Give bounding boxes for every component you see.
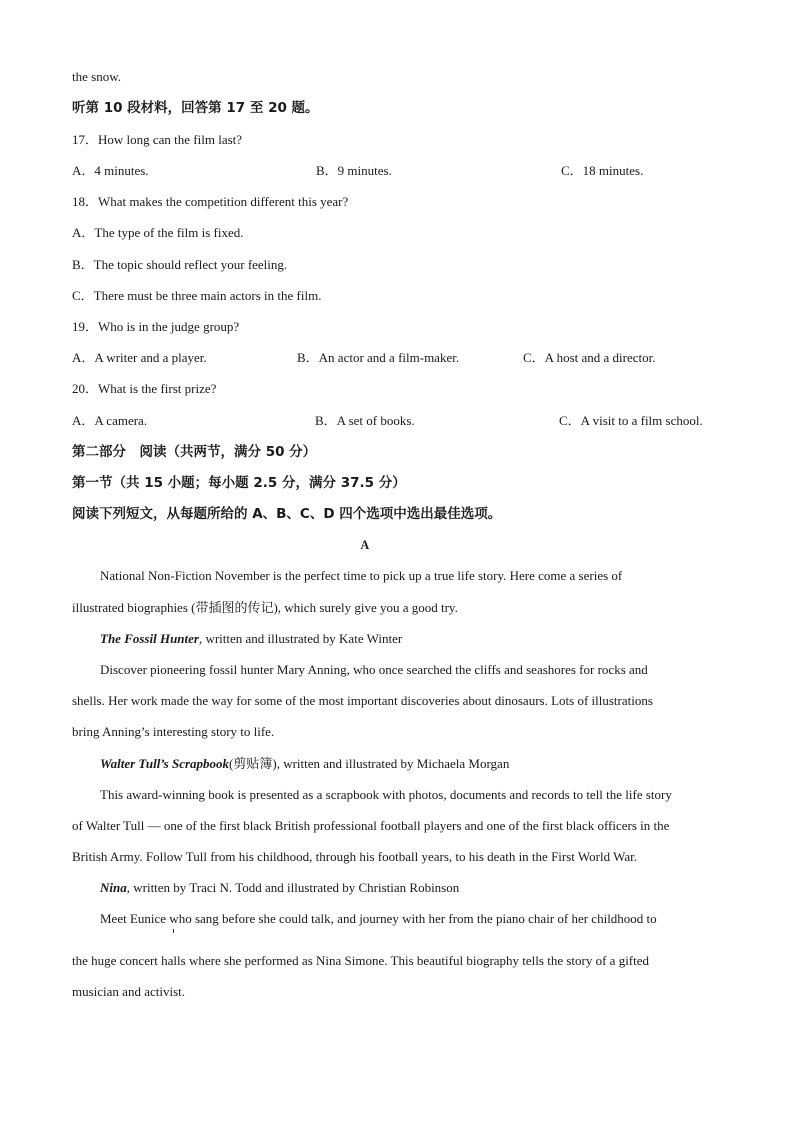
paragraph-line: This award-winning book is presented as a scrapbook with photos, documents and records to tell the life story [100, 787, 672, 802]
book-1-heading [100, 631, 402, 647]
paragraph-line: bring Anning’s interesting story to life. [72, 724, 275, 739]
option-19-a: A．A writer and a player. [72, 350, 207, 365]
paragraph-line: Meet Eunice who sang before she could talk, and journey with her from the piano chair of her childhood to [100, 911, 657, 926]
option-19-b: B．An actor and a film-maker. [297, 350, 460, 365]
book-2-heading [100, 756, 509, 772]
book-3-byline: , written by Traci N. Todd and illustrated by Christian Robinson [126, 880, 460, 895]
option-20-a: A．A camera. [72, 413, 148, 428]
paragraph-line: the huge concert halls where she performed as Nina Simone. This beautiful biography tells the story of a gifted [72, 953, 650, 968]
paragraph-line: of Walter Tull — one of the first black British professional football players and one of the first black officers in the [72, 818, 670, 833]
option-20-b: B．A set of books. [315, 413, 415, 428]
paragraph-line: illustrated biographies (带插图的传记), which surely give you a good try. [72, 600, 458, 615]
option-18-b: B．The topic should reflect your feeling. [72, 257, 288, 272]
book-1-title: The Fossil Hunter [100, 631, 199, 646]
stray-mark [173, 929, 174, 933]
option-17-c: C．18 minutes. [561, 163, 644, 178]
book-3-heading [100, 880, 459, 896]
option-17-a: A．4 minutes. [72, 163, 149, 178]
option-17-b: B．9 minutes. [316, 163, 392, 178]
question-18: 18．What makes the competition different this year? [72, 194, 349, 209]
paragraph-line: National Non-Fiction November is the perfect time to pick up a true life story. Here come a series of [100, 568, 623, 583]
book-2-title: Walter Tull’s Scrapbook [100, 756, 230, 771]
part-heading: 第二部分 阅读（共两节，满分 50 分） [72, 444, 317, 460]
paragraph-line: musician and activist. [72, 984, 186, 999]
question-17: 17．How long can the film last? [72, 132, 243, 147]
paragraph-line: Discover pioneering fossil hunter Mary Anning, who once searched the cliffs and seashores for rocks and [100, 662, 648, 677]
question-19: 19．Who is in the judge group? [72, 319, 240, 334]
book-3-title: Nina [100, 880, 127, 895]
section-heading: 第一节（共 15 小题；每小题 2.5 分，满分 37.5 分） [72, 475, 406, 491]
paragraph-line: shells. Her work made the way for some of the most important discoveries about dinosaurs. Lots of illustrations [72, 693, 653, 708]
book-2-byline: (剪贴簿), written and illustrated by Michaela Morgan [229, 756, 510, 771]
passage-label: A [360, 537, 370, 552]
reading-instruction: 阅读下列短文，从每题所给的 A、B、C、D 四个选项中选出最佳选项。 [72, 506, 502, 522]
book-1-byline: , written and illustrated by Kate Winter [198, 631, 403, 646]
option-18-a: A．The type of the film is fixed. [72, 225, 244, 240]
section-instruction: 听第 10 段材料，回答第 17 至 20 题。 [72, 100, 319, 116]
paragraph-line: British Army. Follow Tull from his childhood, through his football years, to his death in the First World War. [72, 849, 637, 864]
text-line: the snow. [72, 69, 121, 84]
option-18-c: C．There must be three main actors in the film. [72, 288, 322, 303]
option-19-c: C．A host and a director. [523, 350, 656, 365]
option-20-c: C．A visit to a film school. [559, 413, 703, 428]
question-20: 20．What is the first prize? [72, 381, 217, 396]
